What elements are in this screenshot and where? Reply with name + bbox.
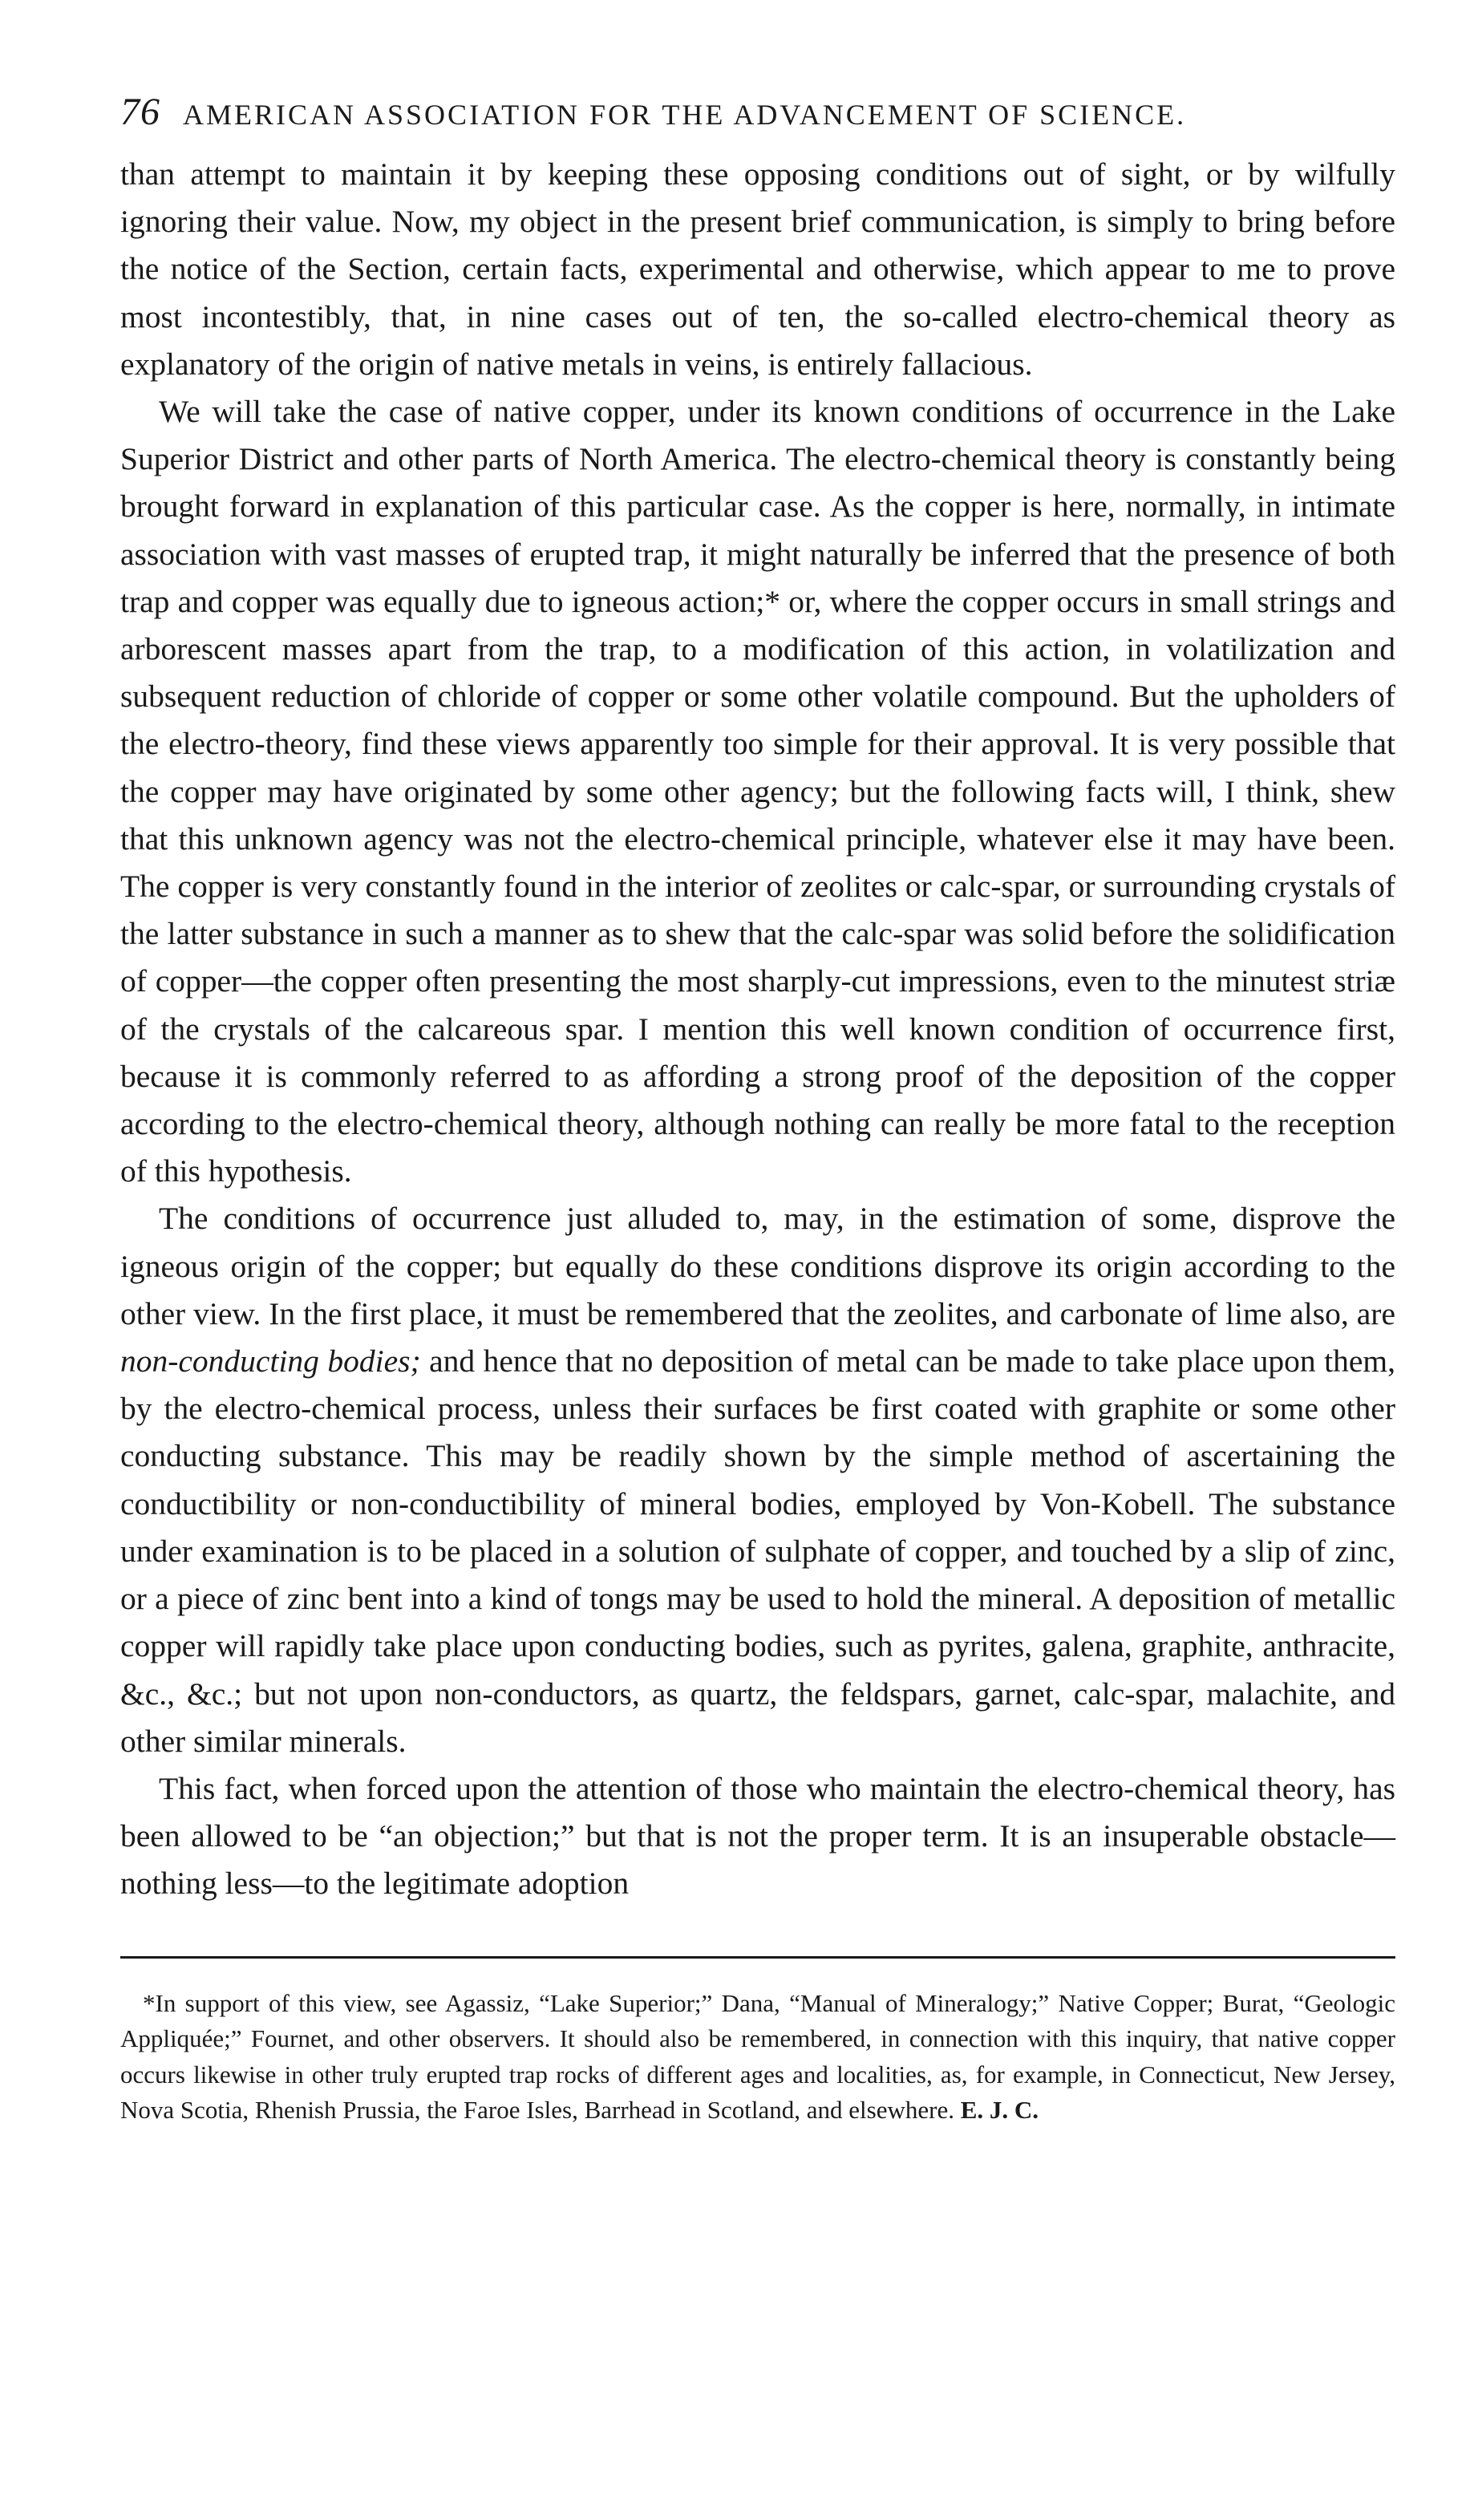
- paragraph-2: We will take the case of native copper, under its known conditions of occurrence in the Lake Superior District and other parts of North America. The electro-chemical theory is constantly being brought forward in explanation of this particular case. As the copper is here, normally, in intimate association with vast masses of erupted trap, it might naturally be inferred that the presence of both trap and copper was equally due to igneous action;* or, where the copper occurs in small strings and arborescent masses apart from the trap, to a modification of this action, in volatilization and subsequent reduction of chloride of copper or some other volatile compound. But the upholders of the electro-theory, find these views apparently too simple for their approval. It is very possible that the copper may have originated by some other agency; but the following facts will, I think, shew that this unknown agency was not the electro-chemical principle, whatever else it may have been. The copper is very constantly found in the interior of zeolites or calc-spar, or surrounding crystals of the latter substance in such a manner as to shew that the calc-spar was solid before the solidification of copper—the copper often presenting the most sharply-cut impressions, even to the minutest striæ of the crystals of the calcareous spar. I mention this well known condition of occurrence first, because it is commonly referred to as affording a strong proof of the deposition of the copper according to the electro-chemical theory, although nothing can really be more fatal to the reception of this hypothesis.: [120, 394, 1395, 1189]
- paragraph-3: [120, 1195, 1395, 1764]
- running-header: [120, 90, 1395, 133]
- paragraph-3-text-before: The conditions of occurrence just alluded to, may, in the estimation of some, disprove the igneous origin of the copper; but equally do these conditions disprove its origin according to the other view. In the first place, it must be remembered that the zeolites, and carbonate of lime also, are: [120, 1201, 1395, 1331]
- footnote-paragraph: [120, 1986, 1395, 2129]
- paragraph-3-text-after: and hence that no deposition of metal can be made to take place upon them, by the electro-chemical process, unless their surfaces be first coated with graphite or some other conducting substance. This may be readily shown by the simple method of ascertaining the conductibility or non-conductibility of mineral bodies, employed by Von-Kobell. The substance under examination is to be placed in a solution of sulphate of copper, and touched by a slip of zinc, or a piece of zinc bent into a kind of tongs may be used to hold the mineral. A deposition of metallic copper will rapidly take place upon conducting bodies, such as pyrites, galena, graphite, anthracite, &c., &c.; but not upon non-conductors, as quartz, the feldspars, garnet, calc-spar, malachite, and other similar minerals.: [120, 1343, 1395, 1759]
- body-text: [120, 151, 1395, 1908]
- paragraph-3-emphasis: non-conducting bodies;: [120, 1343, 421, 1380]
- page-number: 76: [120, 91, 160, 133]
- footnote-signature: E. J. C.: [960, 2096, 1039, 2125]
- document-page: [120, 90, 1395, 2129]
- paragraph-1: than attempt to maintain it by keeping these opposing conditions out of sight, or by wilfully ignoring their value. Now, my object in the present brief communication, is simply to bring before the notice of the Section, certain facts, experimental and otherwise, which appear to me to prove most incontestibly, that, in nine cases out of ten, the so-called electro-chemical theory as explanatory of the origin of native metals in veins, is entirely fallacious.: [120, 156, 1395, 382]
- footnote-divider: [120, 1956, 1395, 1959]
- footnote-text: *In support of this view, see Agassiz, “Lake Superior;” Dana, “Manual of Mineralogy;” Native Copper; Burat, “Geologic Appliquée;” Fournet, and other observers. It should also be remembered, in connection with this inquiry, that native copper occurs likewise in other truly erupted trap rocks of different ages and localities, as, for example, in Connecticut, New Jersey, Nova Scotia, Rhenish Prussia, the Faroe Isles, Barrhead in Scotland, and elsewhere.: [120, 1988, 1395, 2125]
- running-title: AMERICAN ASSOCIATION FOR THE ADVANCEMENT OF SCIENCE.: [183, 99, 1187, 131]
- footnote: [120, 1986, 1395, 2129]
- paragraph-4: This fact, when forced upon the attention of those who maintain the electro-chemical theory, has been allowed to be “an objection;” but that is not the proper term. It is an insuperable obstacle—nothing less—to the legitimate adoption: [120, 1770, 1395, 1902]
